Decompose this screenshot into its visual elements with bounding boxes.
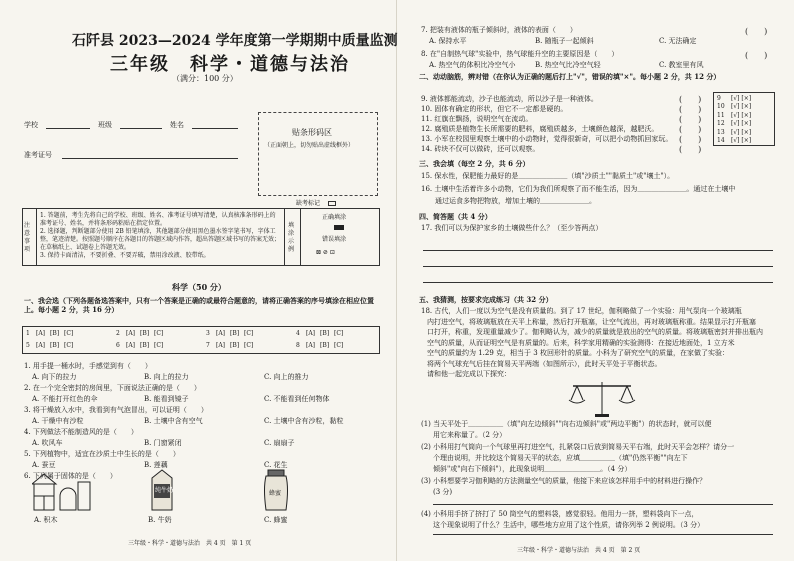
q8-text: 8. 在"自制热气球"实验中，热气球能升空的主要原因是（ ） [421,50,619,58]
answer-bubble-5-b[interactable]: [B] [50,342,60,349]
footer-page-2: 三年级・科学・道德与法治 共 4 页 第 2 页 [517,547,641,554]
answer-bubble-3-a[interactable]: [A] [216,330,226,337]
q7-option-b: B. 随瓶子一起倾斜 [535,37,594,45]
answer-bubble-2-b[interactable]: [B] [140,330,150,337]
tf-answer-9[interactable]: ( ) [679,95,702,104]
answer-bubble-1-b[interactable]: [B] [50,330,60,337]
tf-grid-row-11: 11 [717,111,725,119]
q8-answer[interactable]: ( ) [745,51,768,60]
question-4-text: 4. 下列做法不能制造风的是（ ） [24,428,138,436]
q18-1-text: (1) 当天平处于＿＿＿＿＿（填"向左边倾斜""向右边倾斜"或"两边平衡"）的状态时，就可以便 [421,420,712,428]
exam-score: （满分：100 分） [172,74,238,83]
answer-bubble-5-a[interactable]: [A] [36,342,46,349]
q18-3-text-b: (3 分) [433,488,453,496]
q16-text-a: 16. 土壤中生活着许多小动物，它们为我们所观察了而不能生活，因为＿＿＿＿＿＿＿。通过在土壤中 [421,185,736,193]
q8-option-b: B. 热空气比冷空气轻 [535,61,601,69]
tf-grid-bubbles-10[interactable]: [√] [×] [731,103,752,111]
answer-number-1: 1 [26,330,30,337]
answer-bubble-1-a[interactable]: [A] [36,330,46,337]
q18-3-answer-line[interactable] [433,504,773,505]
q18-1-text-b: 用它来称量了。（2 分） [433,431,507,439]
q18-4-text: (4) 小科用手挤了挤打了 50 筒空气的塑料袋，感觉很轻。他用力一挤，塑料袋向下一点， [421,510,699,518]
tf-grid-bubbles-9[interactable]: [√] [×] [731,95,752,102]
q15-text: 15. 保水性，保肥能力最好的是＿＿＿＿＿＿＿（填"沙质土""黏质土"或"壤土"）。 [421,172,675,180]
tf-grid-row-13: 13 [717,128,725,136]
answer-bubble-3-c[interactable]: [C] [244,330,254,337]
question-2-option-a: A. 不能打开红色的伞 [32,395,98,403]
question-2-option-b: B. 能看到镜子 [144,395,189,403]
tf-question-12: 12. 腐殖质是植物生长所需要的肥料，腐殖质越多，土壤颜色越深，越肥沃。 [421,125,659,133]
wrong-fill-marks: ⊠ ⊘ ⊡ [316,249,335,256]
balance-scale-illustration [567,378,637,418]
question-1-option-b: B. 向上的拉力 [144,373,189,381]
tf-question-13: 13. 小军在校园里观察土壤中的小动物时，觉得很新奇，可以把小动物抓回家玩。 [421,135,673,143]
milk-label: 纯牛奶 [155,487,174,494]
answer-bubble-4-c[interactable]: [C] [334,330,344,337]
answer-bubble-8-b[interactable]: [B] [320,342,330,349]
answer-bubble-7-a[interactable]: [A] [216,342,226,349]
tf-grid-row-10: 10 [717,103,725,111]
q18-4-answer-line[interactable] [433,534,773,535]
tf-grid-bubbles-13[interactable]: [√] [×] [731,128,752,136]
correct-fill-mark [334,225,344,230]
q6-option-a: A. 积木 [34,516,58,524]
question-3-option-c: C. 土壤中含有沙粒，黏粒 [264,417,344,425]
q17-answer-line-3[interactable] [423,282,773,283]
question-2-text: 2. 在一个完全密封的房间里，下面说法正确的是（ ） [24,384,201,392]
answer-bubble-6-b[interactable]: [B] [140,342,150,349]
q17-text: 17. 我们可以为保护家乡的土壤做些什么？（至少答两点） [421,224,603,232]
answer-bubble-8-a[interactable]: [A] [306,342,316,349]
q18-3-text: (3) 小科想要学习伽利略的方法测量空气的质量，他接下来应该怎样用手中的材料进行操作？ [421,477,707,485]
notes-divider [36,208,37,266]
question-6-text: 6. 下列属于固体的是（ ） [24,472,117,480]
class-field[interactable] [120,128,162,129]
question-1-option-a: A. 向下的拉力 [32,373,77,381]
exam-subject: 三年级 科学・道德与法治 [110,54,350,75]
q18-passage-line-6: 将两个气球充气后挂在简易天平两端（如图所示），此时天平处于平衡状态。 [427,359,662,368]
q17-answer-line-2[interactable] [423,266,773,267]
notes-divider-3 [300,208,301,266]
section-2-instruction: 二、动动脑筋，辨对错（在你认为正确的题后打上"√"，错误的填"×"。每小题 2 分，共 12 分） [419,72,721,81]
answer-bubble-4-a[interactable]: [A] [306,330,316,337]
section-5-heading: 五、我猜测，按要求完成练习（共 32 分） [419,295,553,304]
q18-2-text-c: 倾斜"或"向右下倾斜"），此现象说明＿＿＿＿＿＿＿＿。（4 分） [433,465,632,473]
note-1: 1. 答题前，考生先将自己的学校、班级、姓名、准考证号填写清楚，认真核准条形码上的准考证号、姓名，并将条形码粘贴在指定位置。 [40,212,276,227]
tf-grid-bubbles-14[interactable]: [√] [×] [731,137,752,144]
q17-answer-line-1[interactable] [423,250,773,251]
answer-bubble-4-b[interactable]: [B] [320,330,330,337]
tf-question-11: 11. 红旗在飘扬，说明空气在流动。 [421,115,533,123]
name-label: 姓名 [170,121,184,129]
q18-passage-line-5: 空气的质量约为 1.29 克，相当于 3 枚回形针的质量。小科为了研究空气的质量，在家做了实验： [427,349,729,357]
blocks-illustration [32,472,92,512]
barcode-area-hint: （正面朝上，切勿贴出虚线框外） [264,142,355,149]
q7-option-c: C. 无法确定 [659,37,697,45]
answer-bubble-5-c[interactable]: [C] [64,342,74,349]
q6-option-c: C. 蜂蜜 [264,516,288,524]
section-4-heading: 四、简答题（共 4 分） [419,212,492,221]
q7-answer[interactable]: ( ) [745,27,768,36]
answer-bubble-6-c[interactable]: [C] [154,342,164,349]
question-5-option-a: A. 蚕豆 [32,461,56,469]
footer-page-1: 三年级・科学・道德与法治 共 4 页 第 1 页 [128,540,252,547]
note-3: 3. 保持卡面清洁，不要折叠、不要弄破，禁用涂改液、胶带纸。 [40,252,210,259]
question-3-text: 3. 将干燥放入水中，我看到有气泡冒出，可以证明（ ） [24,406,208,414]
answer-number-6: 6 [116,342,120,349]
tf-question-10: 10. 固体有确定的形状，但它不一定都是硬的。 [421,105,568,113]
class-label: 班级 [98,121,112,129]
q18-2-text: (2) 小科用打气筒向一个气球里再打进空气，扎紧袋口后放到简易天平右端，此时天平会怎样？请分一 [421,443,735,451]
answer-number-4: 4 [296,330,300,337]
wrong-fill-label: 错误填涂 [322,236,347,243]
question-5-option-c: C. 花生 [264,461,288,469]
q8-option-c: C. 教室里有风 [659,61,704,69]
section-3-heading: 三、我会填（每空 2 分，共 6 分） [419,159,530,168]
question-5-option-b: B. 莲藕 [144,461,168,469]
question-1-option-c: C. 向上的推力 [264,373,309,381]
name-field[interactable] [192,128,238,129]
honey-label: 蜂蜜 [269,490,282,497]
question-3-option-b: B. 土壤中含有空气 [144,417,203,425]
missing-mark-label: 缺考标记 [296,200,321,207]
q18-passage-line-2: 内打进空气，将玻璃瓶放在天平上称量，然后打开瓶塞，让空气流出，再对玻璃瓶称重。结果显示打开瓶塞 [427,317,756,326]
q18-2-text-b: 个理由说明，并比较这个简易天平的状态，应填＿＿＿＿＿（填"仍然平衡""向左下 [433,454,688,462]
answer-number-3: 3 [206,330,210,337]
answer-bubble-7-b[interactable]: [B] [230,342,240,349]
question-2-option-c: C. 不能看到任何物体 [264,395,330,403]
answer-bubble-7-c[interactable]: [C] [244,342,254,349]
section-1-instruction: 一、我会选（下列各题备选答案中，只有一个答案是正确的或最符合题意的，请将正确答案的序号填涂在相应位置上。每小题 2 分，共 16 分） [24,296,374,314]
q18-passage-line-7: 请和他一起完成以下探究： [427,370,511,378]
correct-fill-label: 正确填涂 [322,214,347,221]
notes-label: 注意事项 [24,222,31,253]
exam-no-field[interactable] [62,158,238,159]
missing-mark-box[interactable] [328,201,336,206]
answer-number-5: 5 [26,342,30,349]
notes-divider-2 [284,208,285,266]
tf-grid-row-12: 12 [717,120,725,128]
question-1-text: 1. 用手提一桶水时，手感觉到有（ ） [24,362,152,370]
tf-question-9: 9. 液体都能流动，沙子也能流动，所以沙子是一种液体。 [421,95,598,103]
tf-grid-row-9: 9 [717,95,721,102]
page-2 [397,0,794,561]
question-4-option-a: A. 吹风车 [32,439,63,447]
q6-option-b: B. 牛奶 [148,516,172,524]
school-field[interactable] [46,128,90,129]
q16-text-b: 通过运食多物把物放，增加土壤的＿＿＿＿＿＿＿。 [421,197,596,205]
tf-grid-row-14: 14 [717,137,725,144]
answer-number-2: 2 [116,330,120,337]
school-label: 学校 [24,121,38,129]
answer-number-7: 7 [206,342,210,349]
tf-answer-12[interactable]: ( ) [679,125,702,134]
barcode-area-title: 贴条形码区 [292,128,332,137]
fill-example-label: 填涂示例 [288,222,295,253]
science-heading: 科学（50 分） [172,282,226,292]
question-5-text: 5. 下列植物中，适宜在沙质土中生长的是（ ） [24,450,180,458]
question-4-option-b: B. 门窗紧闭 [144,439,182,447]
exam-title: 石阡县 2023—2024 学年度第一学期期中质量监测 [72,33,398,49]
tf-answer-13[interactable]: ( ) [679,135,702,144]
tf-grid-bubbles-12[interactable]: [√] [×] [731,120,752,128]
q18-passage-line-4: 空气的质量，从而证明空气是有质量的。后来，科学家用精确的实验测得：在接近地面处，1 立方米 [427,338,735,347]
tf-answer-14[interactable]: ( ) [679,145,702,154]
tf-question-14: 14. 砖块不仅可以做砖，还可以观察。 [421,145,540,153]
answer-bubble-2-c[interactable]: [C] [154,330,164,337]
answer-bubble-6-a[interactable]: [A] [126,342,136,349]
question-4-option-c: C. 扇扇子 [264,439,295,447]
tf-answer-11[interactable]: ( ) [679,115,702,124]
q7-option-a: A. 保持水平 [429,37,467,45]
answer-bubble-1-c[interactable]: [C] [64,330,74,337]
note-2: 2. 选择题，判断题部分使用 2B 铅笔填涂，其他题部分使用黑色墨水签字笔书写，字体工整，笔迹清楚。按照题号顺序在各题目的答题区域内作答，超出答题区域书写的答案无效；在草稿纸上、试题卷上答题无效。 [40,228,281,251]
tf-grid-bubbles-11[interactable]: [√] [×] [731,111,752,119]
q18-4-text-b: 这个现象说明了什么？生活中，哪些地方应用了这个性质，请你列举 2 例说明。（3 分） [433,521,705,529]
q18-passage-line-3: 口打开，称重，发现重量减少了。伽利略认为，减少的质量就是放出的空气的质量。将玻璃瓶密封并排出瓶内 [427,328,763,336]
q8-option-a: A. 热空气的体积比冷空气小 [429,61,516,69]
question-3-option-a: A. 干燥中有沙粒 [32,417,84,425]
answer-bubble-2-a[interactable]: [A] [126,330,136,337]
answer-bubble-8-c[interactable]: [C] [334,342,344,349]
q18-passage-line-1: 18. 古代，人们一度以为空气是没有质量的。到了 17 世纪，伽利略做了一个实验：用气泵向一个玻璃瓶 [421,307,742,315]
answer-number-8: 8 [296,342,300,349]
tf-answer-10[interactable]: ( ) [679,105,702,114]
exam-no-label: 准考证号 [24,151,52,159]
barcode-area [258,112,378,196]
q7-text: 7. 把装有液体的瓶子倾斜时，液体的表面（ ） [421,26,577,34]
answer-bubble-3-b[interactable]: [B] [230,330,240,337]
